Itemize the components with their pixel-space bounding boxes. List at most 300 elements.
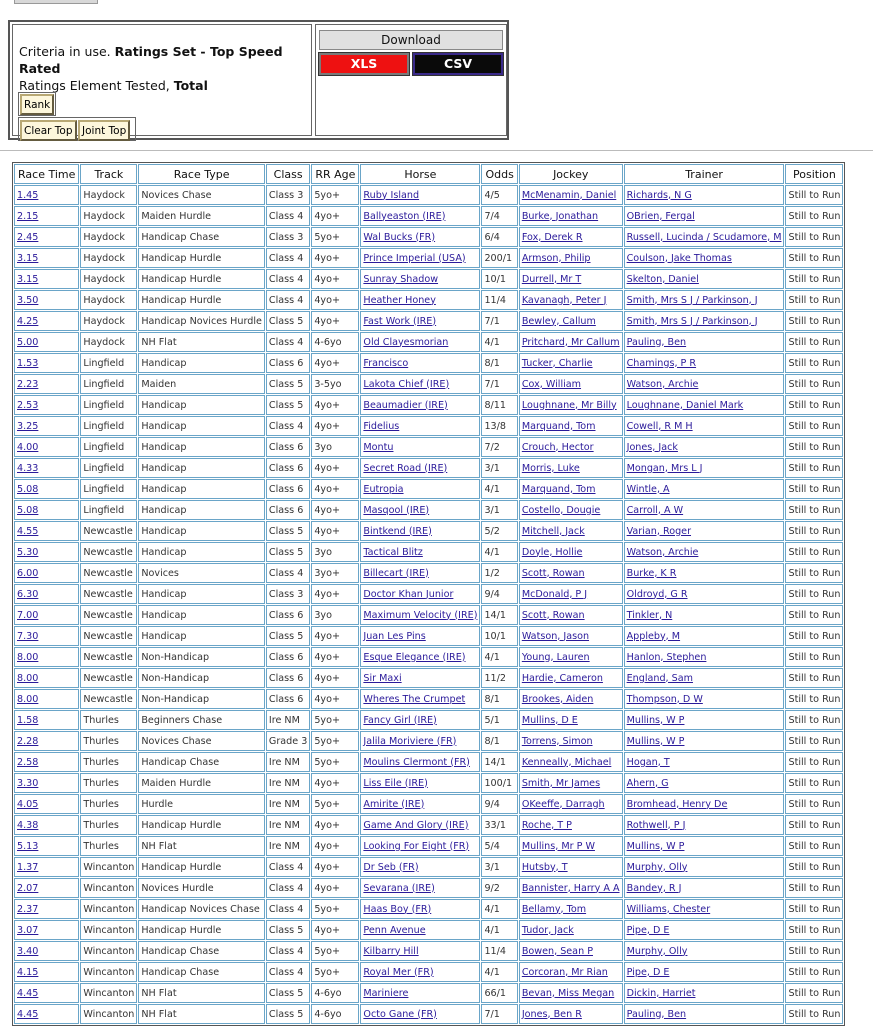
horse-cell-link[interactable]: Montu [360, 437, 480, 457]
race-time-cell-link[interactable]: 4.00 [14, 437, 79, 457]
class-cell: Ire NM [266, 710, 310, 730]
odds-cell: 3/1 [481, 857, 517, 877]
odds-cell: 4/1 [481, 899, 517, 919]
horse-cell-link[interactable]: Amirite (IRE) [360, 794, 480, 814]
trainer-cell-link[interactable]: Loughnane, Daniel Mark [624, 395, 785, 415]
horse-cell-link[interactable]: Ruby Island [360, 185, 480, 205]
column-header-track: Track [80, 164, 137, 184]
odds-cell: 8/1 [481, 731, 517, 751]
trainer-cell-link[interactable]: Coulson, Jake Thomas [624, 248, 785, 268]
trainer-cell-link[interactable]: Richards, N G [624, 185, 785, 205]
jockey-cell-link[interactable]: Bannister, Harry A A [519, 878, 623, 898]
table-row [14, 395, 843, 415]
rr-age-cell: 5yo+ [311, 710, 359, 730]
horse-cell-link[interactable]: Fidelius [360, 416, 480, 436]
rr-age-cell: 3yo [311, 605, 359, 625]
race-time-cell-link[interactable]: 3.25 [14, 416, 79, 436]
races-table-body [14, 185, 843, 1024]
jockey-cell-link[interactable]: Brookes, Aiden [519, 689, 623, 709]
trainer-cell-link[interactable]: Cowell, R M H [624, 416, 785, 436]
table-row [14, 794, 843, 814]
race-type-cell: Novices [138, 563, 265, 583]
rr-age-cell: 4yo+ [311, 311, 359, 331]
race-time-cell-link[interactable]: 7.30 [14, 626, 79, 646]
position-cell: Still to Run [785, 311, 843, 331]
horse-cell-link[interactable]: Moulins Clermont (FR) [360, 752, 480, 772]
jockey-cell-link[interactable]: Smith, Mr James [519, 773, 623, 793]
class-cell: Class 6 [266, 479, 310, 499]
odds-cell: 9/4 [481, 794, 517, 814]
odds-cell: 11/4 [481, 941, 517, 961]
trainer-cell-link[interactable]: Burke, K R [624, 563, 785, 583]
class-cell: Class 4 [266, 878, 310, 898]
race-type-cell: Beginners Chase [138, 710, 265, 730]
horse-cell-link[interactable]: Sevarana (IRE) [360, 878, 480, 898]
horse-cell-link[interactable]: Esque Elegance (IRE) [360, 647, 480, 667]
jockey-cell-link[interactable]: Young, Lauren [519, 647, 623, 667]
trainer-cell-link[interactable]: Mongan, Mrs L J [624, 458, 785, 478]
odds-cell: 5/4 [481, 836, 517, 856]
race-time-cell-link[interactable]: 4.45 [14, 1004, 79, 1024]
trainer-cell-link[interactable]: Smith, Mrs S J / Parkinson, J [624, 290, 785, 310]
table-row [14, 227, 843, 247]
race-type-cell: Maiden Hurdle [138, 206, 265, 226]
race-type-cell: Handicap [138, 416, 265, 436]
jockey-cell-link[interactable]: Cox, William [519, 374, 623, 394]
horse-cell-link[interactable]: Secret Road (IRE) [360, 458, 480, 478]
horse-cell-link[interactable]: Looking For Eight (FR) [360, 836, 480, 856]
trainer-cell-link[interactable]: Williams, Chester [624, 899, 785, 919]
race-time-cell-link[interactable]: 5.00 [14, 332, 79, 352]
race-time-cell-link[interactable]: 4.15 [14, 962, 79, 982]
rr-age-cell: 4yo+ [311, 353, 359, 373]
trainer-cell-link[interactable]: Pauling, Ben [624, 332, 785, 352]
odds-cell: 8/11 [481, 395, 517, 415]
position-cell: Still to Run [785, 815, 843, 835]
track-cell: Newcastle [80, 626, 137, 646]
race-time-cell-link[interactable]: 2.15 [14, 206, 79, 226]
rr-age-cell: 5yo+ [311, 899, 359, 919]
position-cell: Still to Run [785, 416, 843, 436]
track-cell: Lingfield [80, 479, 137, 499]
race-time-cell-link[interactable]: 2.58 [14, 752, 79, 772]
odds-cell: 7/2 [481, 437, 517, 457]
class-cell: Class 4 [266, 248, 310, 268]
jockey-cell-link[interactable]: Burke, Jonathan [519, 206, 623, 226]
race-time-cell-link[interactable]: 6.30 [14, 584, 79, 604]
horse-cell-link[interactable]: Penn Avenue [360, 920, 480, 940]
race-time-cell-link[interactable]: 6.00 [14, 563, 79, 583]
race-time-cell-link[interactable]: 1.45 [14, 185, 79, 205]
race-type-cell: Handicap [138, 395, 265, 415]
jockey-cell-link[interactable]: Bewley, Callum [519, 311, 623, 331]
race-type-cell: Handicap [138, 458, 265, 478]
race-type-cell: Handicap Hurdle [138, 248, 265, 268]
jockey-cell-link[interactable]: Fox, Derek R [519, 227, 623, 247]
trainer-cell-link[interactable]: Russell, Lucinda / Scudamore, M [624, 227, 785, 247]
table-row [14, 458, 843, 478]
horse-cell-link[interactable]: Fancy Girl (IRE) [360, 710, 480, 730]
horse-cell-link[interactable]: Mariniere [360, 983, 480, 1003]
class-cell: Ire NM [266, 815, 310, 835]
trainer-cell-link[interactable]: Tinkler, N [624, 605, 785, 625]
class-cell: Class 4 [266, 899, 310, 919]
rr-age-cell: 4yo+ [311, 668, 359, 688]
jockey-cell-link[interactable]: Watson, Jason [519, 626, 623, 646]
odds-cell: 4/1 [481, 479, 517, 499]
race-time-cell-link[interactable]: 1.37 [14, 857, 79, 877]
odds-cell: 5/1 [481, 710, 517, 730]
position-cell: Still to Run [785, 332, 843, 352]
track-cell: Haydock [80, 311, 137, 331]
class-cell: Class 4 [266, 941, 310, 961]
table-row [14, 878, 843, 898]
jockey-cell-link[interactable]: Kavanagh, Peter J [519, 290, 623, 310]
trainer-cell-link[interactable]: Dickin, Harriet [624, 983, 785, 1003]
rr-age-cell: 3yo [311, 542, 359, 562]
position-cell: Still to Run [785, 878, 843, 898]
race-time-cell-link[interactable]: 2.23 [14, 374, 79, 394]
race-time-cell-link[interactable]: 2.37 [14, 899, 79, 919]
horse-cell-link[interactable]: Eutropia [360, 479, 480, 499]
trainer-cell-link[interactable]: Bandey, R J [624, 878, 785, 898]
race-time-cell-link[interactable]: 4.55 [14, 521, 79, 541]
jockey-cell-link[interactable]: Mitchell, Jack [519, 521, 623, 541]
trainer-cell-link[interactable]: Jones, Jack [624, 437, 785, 457]
race-time-cell-link[interactable]: 8.00 [14, 689, 79, 709]
track-cell: Wincanton [80, 920, 137, 940]
divider [0, 150, 873, 151]
position-cell: Still to Run [785, 374, 843, 394]
trainer-cell-link[interactable]: Murphy, Olly [624, 857, 785, 877]
race-time-cell-link[interactable]: 3.15 [14, 269, 79, 289]
position-cell: Still to Run [785, 731, 843, 751]
class-cell: Class 3 [266, 584, 310, 604]
track-cell: Haydock [80, 269, 137, 289]
jockey-cell-link[interactable]: Scott, Rowan [519, 605, 623, 625]
race-time-cell-link[interactable]: 7.00 [14, 605, 79, 625]
horse-cell-link[interactable]: Sunray Shadow [360, 269, 480, 289]
jockey-cell-link[interactable]: Hutsby, T [519, 857, 623, 877]
class-cell: Class 5 [266, 374, 310, 394]
race-type-cell: Handicap Chase [138, 752, 265, 772]
class-cell: Ire NM [266, 752, 310, 772]
jockey-cell-link[interactable]: Loughnane, Mr Billy [519, 395, 623, 415]
class-cell: Class 6 [266, 458, 310, 478]
position-cell: Still to Run [785, 773, 843, 793]
class-cell: Class 6 [266, 437, 310, 457]
jockey-cell-link[interactable]: McDonald, P J [519, 584, 623, 604]
race-type-cell: Handicap Hurdle [138, 269, 265, 289]
odds-cell: 14/1 [481, 752, 517, 772]
jockey-cell-link[interactable]: Bellamy, Tom [519, 899, 623, 919]
horse-cell-link[interactable]: Juan Les Pins [360, 626, 480, 646]
jockey-cell-link[interactable]: Durrell, Mr T [519, 269, 623, 289]
trainer-cell-link[interactable]: Carroll, A W [624, 500, 785, 520]
trainer-cell-link[interactable]: OBrien, Fergal [624, 206, 785, 226]
horse-cell-link[interactable]: Wheres The Crumpet [360, 689, 480, 709]
download-xls-button[interactable]: XLS [319, 53, 409, 75]
race-time-cell-link[interactable]: 3.07 [14, 920, 79, 940]
track-cell: Thurles [80, 710, 137, 730]
race-time-cell-link[interactable]: 4.33 [14, 458, 79, 478]
horse-cell-link[interactable]: Beaumadier (IRE) [360, 395, 480, 415]
position-cell: Still to Run [785, 626, 843, 646]
trainer-cell-link[interactable]: Pipe, D E [624, 920, 785, 940]
jockey-cell-link[interactable]: Scott, Rowan [519, 563, 623, 583]
class-cell: Class 4 [266, 332, 310, 352]
race-time-cell-link[interactable]: 2.07 [14, 878, 79, 898]
rr-age-cell: 4yo+ [311, 647, 359, 667]
column-header-class: Class [266, 164, 310, 184]
position-cell: Still to Run [785, 206, 843, 226]
jockey-cell-link[interactable]: Morris, Luke [519, 458, 623, 478]
rr-age-cell: 4yo+ [311, 920, 359, 940]
race-type-cell: Handicap [138, 437, 265, 457]
track-cell: Thurles [80, 815, 137, 835]
rr-age-cell: 4-6yo [311, 983, 359, 1003]
race-time-cell-link[interactable]: 2.45 [14, 227, 79, 247]
trainer-cell-link[interactable]: Wintle, A [624, 479, 785, 499]
horse-cell-link[interactable]: Dr Seb (FR) [360, 857, 480, 877]
horse-cell-link[interactable]: Maximum Velocity (IRE) [360, 605, 480, 625]
race-type-cell: Handicap Hurdle [138, 290, 265, 310]
table-row [14, 521, 843, 541]
position-cell: Still to Run [785, 542, 843, 562]
rr-age-cell: 4yo+ [311, 773, 359, 793]
track-cell: Wincanton [80, 899, 137, 919]
horse-cell-link[interactable]: Billecart (IRE) [360, 563, 480, 583]
horse-cell-link[interactable]: Game And Glory (IRE) [360, 815, 480, 835]
race-type-cell: Novices Hurdle [138, 878, 265, 898]
trainer-cell-link[interactable]: Mullins, W P [624, 710, 785, 730]
odds-cell: 11/4 [481, 290, 517, 310]
race-time-cell-link[interactable]: 3.40 [14, 941, 79, 961]
class-cell: Class 4 [266, 290, 310, 310]
track-cell: Lingfield [80, 500, 137, 520]
track-cell: Wincanton [80, 857, 137, 877]
jockey-cell-link[interactable]: Mullins, Mr P W [519, 836, 623, 856]
trainer-cell-link[interactable]: Watson, Archie [624, 374, 785, 394]
race-time-cell-link[interactable]: 3.15 [14, 248, 79, 268]
odds-cell: 6/4 [481, 227, 517, 247]
rr-age-cell: 4yo+ [311, 479, 359, 499]
rr-age-cell: 4yo+ [311, 878, 359, 898]
trainer-cell-link[interactable]: Rothwell, P J [624, 815, 785, 835]
jockey-cell-link[interactable]: Marquand, Tom [519, 416, 623, 436]
trainer-cell-link[interactable]: Pauling, Ben [624, 1004, 785, 1024]
horse-cell-link[interactable]: Francisco [360, 353, 480, 373]
race-time-cell-link[interactable]: 5.08 [14, 500, 79, 520]
race-type-cell: Handicap Hurdle [138, 815, 265, 835]
table-row [14, 668, 843, 688]
table-row [14, 206, 843, 226]
race-type-cell: NH Flat [138, 983, 265, 1003]
race-type-cell: Handicap [138, 605, 265, 625]
race-time-cell-link[interactable]: 3.50 [14, 290, 79, 310]
race-time-cell-link[interactable]: 1.53 [14, 353, 79, 373]
clear-top-button[interactable]: Clear Top [20, 120, 77, 141]
trainer-cell-link[interactable]: Pipe, D E [624, 962, 785, 982]
race-type-cell: Handicap Chase [138, 227, 265, 247]
trainer-cell-link[interactable]: Appleby, M [624, 626, 785, 646]
trainer-cell-link[interactable]: Mullins, W P [624, 836, 785, 856]
horse-cell-link[interactable]: Tactical Blitz [360, 542, 480, 562]
rr-age-cell: 4-6yo [311, 1004, 359, 1024]
horse-cell-link[interactable]: Kilbarry Hill [360, 941, 480, 961]
jockey-cell-link[interactable]: McMenamin, Daniel [519, 185, 623, 205]
horse-cell-link[interactable]: Ballyeaston (IRE) [360, 206, 480, 226]
jockey-cell-link[interactable]: Crouch, Hector [519, 437, 623, 457]
race-type-cell: NH Flat [138, 836, 265, 856]
table-row [14, 437, 843, 457]
odds-cell: 10/1 [481, 626, 517, 646]
race-time-cell-link[interactable]: 5.08 [14, 479, 79, 499]
horse-cell-link[interactable]: Prince Imperial (USA) [360, 248, 480, 268]
track-cell: Lingfield [80, 458, 137, 478]
jockey-cell-link[interactable]: Torrens, Simon [519, 731, 623, 751]
track-cell: Thurles [80, 836, 137, 856]
horse-cell-link[interactable]: Haas Boy (FR) [360, 899, 480, 919]
rank-button[interactable]: Rank [20, 94, 54, 115]
rr-age-cell: 4yo+ [311, 500, 359, 520]
trainer-cell-link[interactable]: Thompson, D W [624, 689, 785, 709]
trainer-cell-link[interactable]: Ahern, G [624, 773, 785, 793]
race-time-cell-link[interactable]: 4.25 [14, 311, 79, 331]
trainer-cell-link[interactable]: Chamings, P R [624, 353, 785, 373]
track-cell: Haydock [80, 185, 137, 205]
jockey-cell-link[interactable]: Doyle, Hollie [519, 542, 623, 562]
position-cell: Still to Run [785, 500, 843, 520]
race-time-cell-link[interactable]: 4.38 [14, 815, 79, 835]
odds-cell: 100/1 [481, 773, 517, 793]
race-time-cell-link[interactable]: 2.53 [14, 395, 79, 415]
horse-cell-link[interactable]: Bintkend (IRE) [360, 521, 480, 541]
jockey-cell-link[interactable]: Tudor, Jack [519, 920, 623, 940]
element-label: Ratings Element Tested, [19, 78, 170, 93]
trainer-cell-link[interactable]: Bromhead, Henry De [624, 794, 785, 814]
race-time-cell-link[interactable]: 4.45 [14, 983, 79, 1003]
jockey-cell-link[interactable]: Hardie, Cameron [519, 668, 623, 688]
rr-age-cell: 4yo+ [311, 290, 359, 310]
jockey-cell-link[interactable]: Bowen, Sean P [519, 941, 623, 961]
jockey-cell-link[interactable]: Roche, T P [519, 815, 623, 835]
horse-cell-link[interactable]: Old Clayesmorian [360, 332, 480, 352]
jockey-cell-link[interactable]: Kenneally, Michael [519, 752, 623, 772]
column-header-odds: Odds [481, 164, 517, 184]
jockey-cell-link[interactable]: Corcoran, Mr Rian [519, 962, 623, 982]
horse-cell-link[interactable]: Liss Eile (IRE) [360, 773, 480, 793]
class-cell: Class 6 [266, 647, 310, 667]
criteria-panel [8, 20, 509, 140]
jockey-cell-link[interactable]: Armson, Philip [519, 248, 623, 268]
trainer-cell-link[interactable]: England, Sam [624, 668, 785, 688]
table-row [14, 1004, 843, 1024]
jockey-cell-link[interactable]: Marquand, Tom [519, 479, 623, 499]
class-cell: Class 5 [266, 395, 310, 415]
race-type-cell: Handicap Hurdle [138, 857, 265, 877]
race-time-cell-link[interactable]: 5.30 [14, 542, 79, 562]
top-edge-button[interactable] [14, 0, 98, 4]
track-cell: Wincanton [80, 1004, 137, 1024]
odds-cell: 8/1 [481, 689, 517, 709]
race-time-cell-link[interactable]: 1.58 [14, 710, 79, 730]
trainer-cell-link[interactable]: Hogan, T [624, 752, 785, 772]
horse-cell-link[interactable]: Doctor Khan Junior [360, 584, 480, 604]
odds-cell: 4/1 [481, 332, 517, 352]
position-cell: Still to Run [785, 479, 843, 499]
jockey-cell-link[interactable]: Tucker, Charlie [519, 353, 623, 373]
odds-cell: 4/5 [481, 185, 517, 205]
race-time-cell-link[interactable]: 8.00 [14, 647, 79, 667]
rr-age-cell: 4yo+ [311, 395, 359, 415]
trainer-cell-link[interactable]: Skelton, Daniel [624, 269, 785, 289]
race-time-cell-link[interactable]: 4.05 [14, 794, 79, 814]
horse-cell-link[interactable]: Heather Honey [360, 290, 480, 310]
horse-cell-link[interactable]: Jalila Moriviere (FR) [360, 731, 480, 751]
class-cell: Class 4 [266, 416, 310, 436]
table-row [14, 605, 843, 625]
trainer-cell-link[interactable]: Varian, Roger [624, 521, 785, 541]
horse-cell-link[interactable]: Sir Maxi [360, 668, 480, 688]
jockey-cell-link[interactable]: Mullins, D E [519, 710, 623, 730]
jockey-cell-link[interactable]: OKeeffe, Darragh [519, 794, 623, 814]
horse-cell-link[interactable]: Masqool (IRE) [360, 500, 480, 520]
table-row [14, 983, 843, 1003]
horse-cell-link[interactable]: Royal Mer (FR) [360, 962, 480, 982]
rr-age-cell: 4yo+ [311, 626, 359, 646]
horse-cell-link[interactable]: Wal Bucks (FR) [360, 227, 480, 247]
race-time-cell-link[interactable]: 8.00 [14, 668, 79, 688]
jockey-cell-link[interactable]: Bevan, Miss Megan [519, 983, 623, 1003]
trainer-cell-link[interactable]: Smith, Mrs S J / Parkinson, J [624, 311, 785, 331]
position-cell: Still to Run [785, 689, 843, 709]
race-time-cell-link[interactable]: 2.28 [14, 731, 79, 751]
horse-cell-link[interactable]: Fast Work (IRE) [360, 311, 480, 331]
column-header-rr-age: RR Age [311, 164, 359, 184]
position-cell: Still to Run [785, 605, 843, 625]
trainer-cell-link[interactable]: Watson, Archie [624, 542, 785, 562]
element-value: Total [173, 78, 208, 93]
trainer-cell-link[interactable]: Murphy, Olly [624, 941, 785, 961]
class-cell: Class 4 [266, 563, 310, 583]
joint-top-button[interactable]: Joint Top [78, 120, 130, 141]
position-cell: Still to Run [785, 752, 843, 772]
horse-cell-link[interactable]: Octo Gane (FR) [360, 1004, 480, 1024]
trainer-cell-link[interactable]: Oldroyd, G R [624, 584, 785, 604]
jockey-cell-link[interactable]: Pritchard, Mr Callum [519, 332, 623, 352]
horse-cell-link[interactable]: Lakota Chief (IRE) [360, 374, 480, 394]
jockey-cell-link[interactable]: Jones, Ben R [519, 1004, 623, 1024]
jockey-cell-link[interactable]: Costello, Dougie [519, 500, 623, 520]
position-cell: Still to Run [785, 227, 843, 247]
odds-cell: 3/1 [481, 458, 517, 478]
download-csv-button[interactable]: CSV [413, 53, 503, 75]
track-cell: Haydock [80, 332, 137, 352]
position-cell: Still to Run [785, 920, 843, 940]
race-time-cell-link[interactable]: 5.13 [14, 836, 79, 856]
column-header-race-type: Race Type [138, 164, 265, 184]
trainer-cell-link[interactable]: Hanlon, Stephen [624, 647, 785, 667]
table-row [14, 941, 843, 961]
track-cell: Lingfield [80, 416, 137, 436]
rr-age-cell: 5yo+ [311, 962, 359, 982]
class-cell: Class 4 [266, 269, 310, 289]
table-row [14, 542, 843, 562]
trainer-cell-link[interactable]: Mullins, W P [624, 731, 785, 751]
race-time-cell-link[interactable]: 3.30 [14, 773, 79, 793]
rr-age-cell: 4yo+ [311, 458, 359, 478]
